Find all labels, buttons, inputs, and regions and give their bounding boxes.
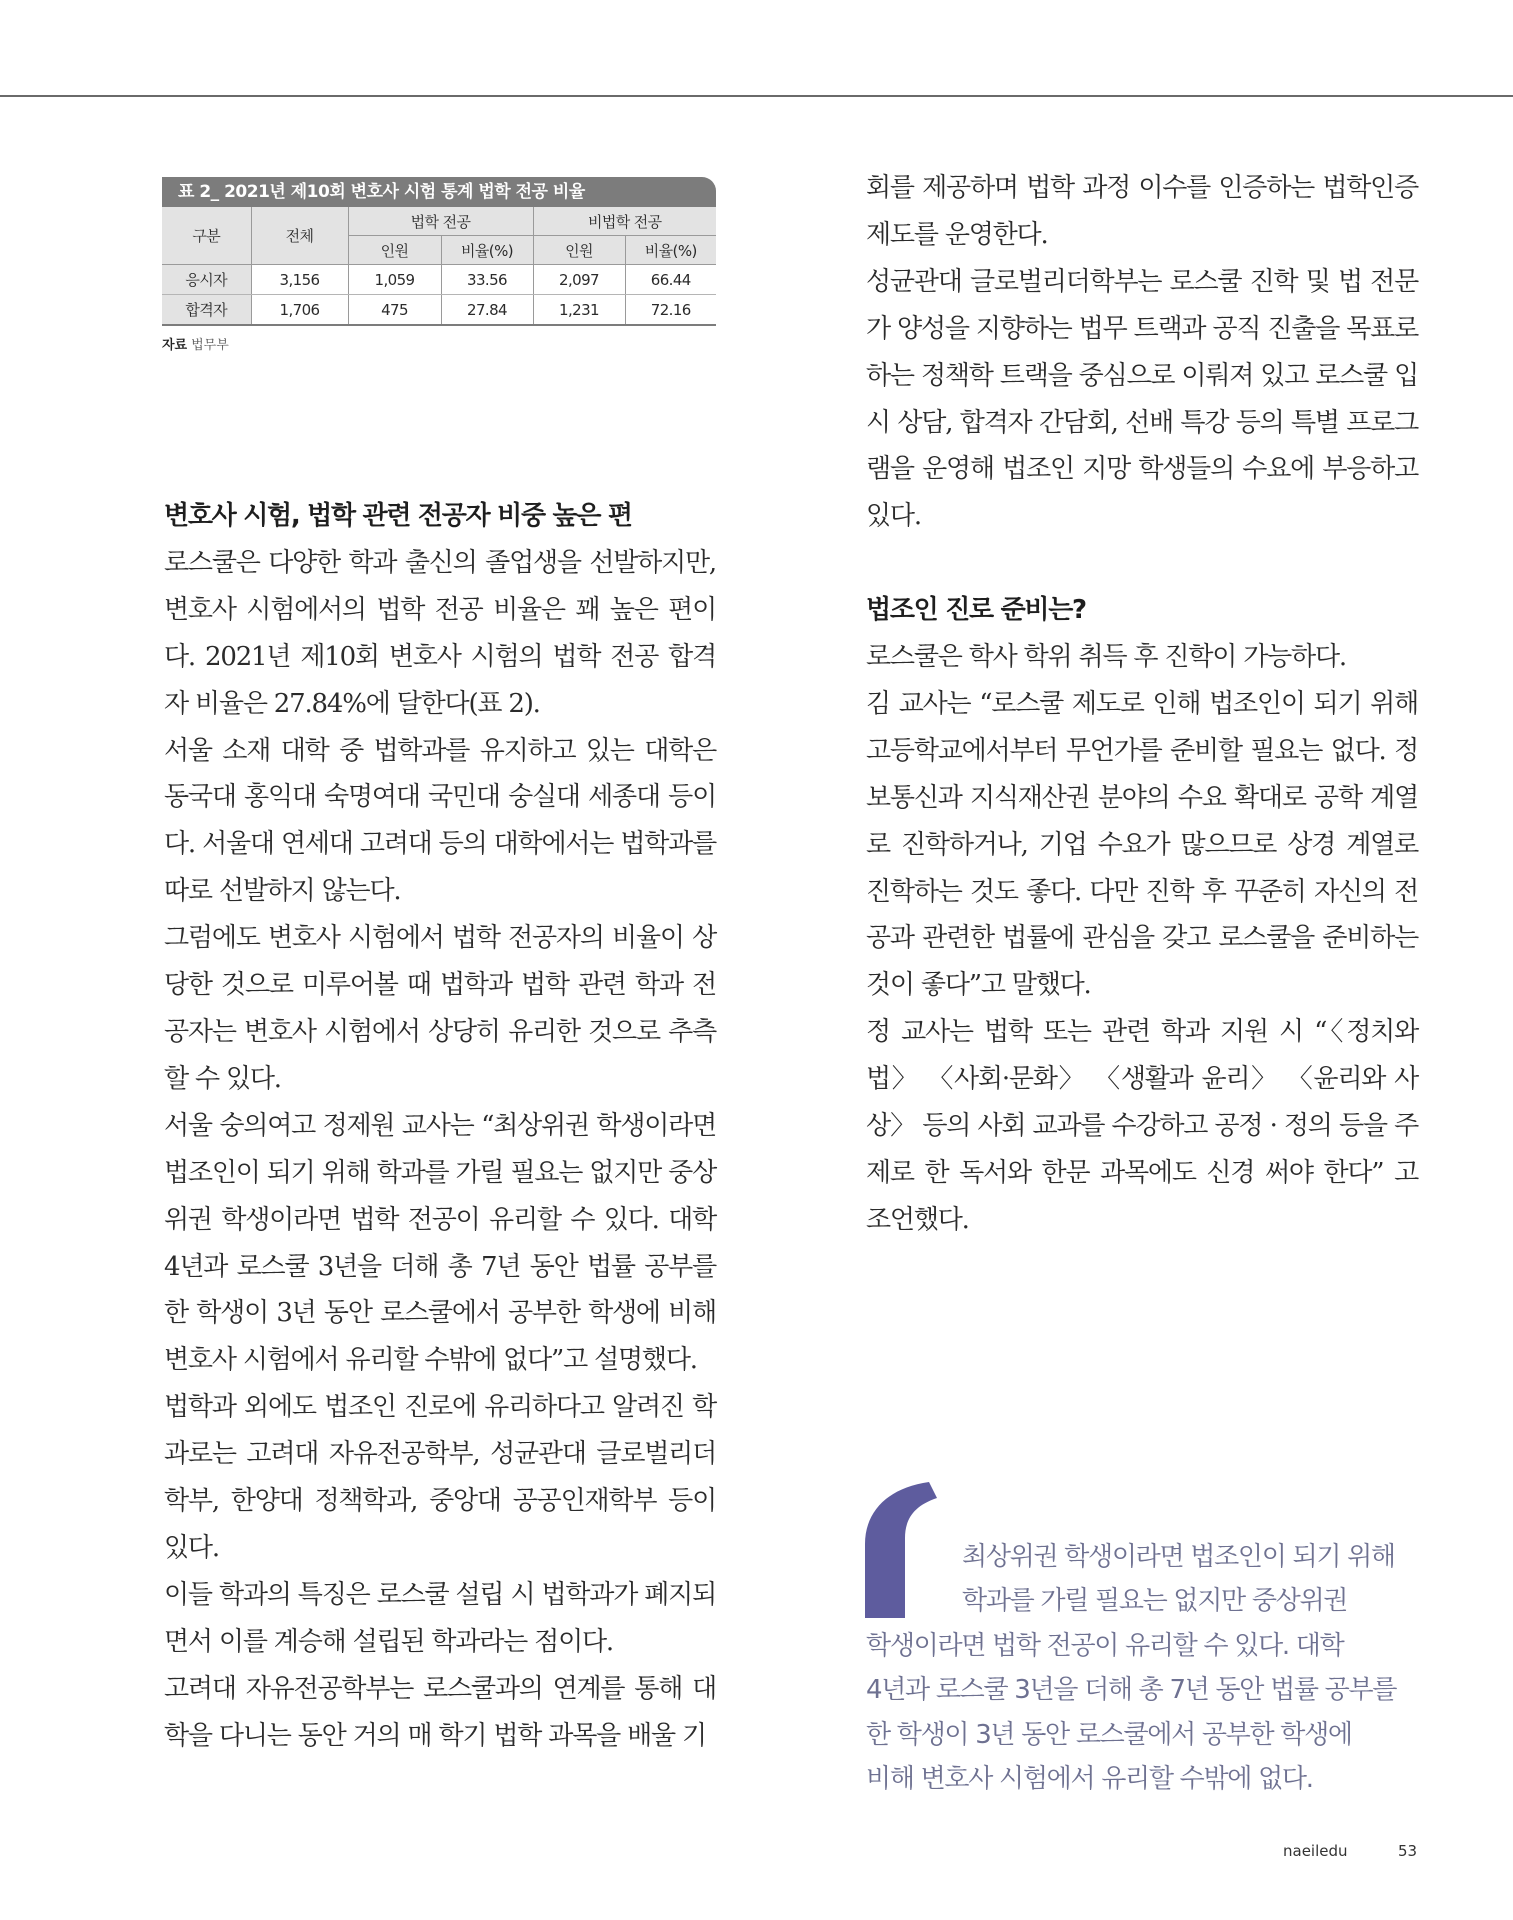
body-paragraph: 고려대 자유전공학부는 로스쿨과의 연계를 통해 대학을 다니는 동안 거의 매 학기 법학 과목을 배울 기 (164, 1673, 716, 1751)
pull-quote-line: 최상위권 학생이라면 법조인이 되기 위해 (962, 1542, 1395, 1572)
footer-brand: naeiledu (1283, 1842, 1348, 1860)
body-paragraph: 로스쿨은 학사 학위 취득 후 진학이 가능하다. (866, 642, 1346, 673)
header-nonlaw-ratio: 비율(%) (625, 236, 716, 265)
table-row (162, 265, 716, 295)
table-source (162, 334, 716, 353)
body-paragraph: 서울 소재 대학 중 법학과를 유지하고 있는 대학은 동국대 홍익대 숙명여대 국민대 숭실대 세종대 등이다. 서울대 연세대 고려대 등의 대학에서는 법학과를 따로 선발하지 않는다. (164, 735, 716, 907)
table-row (162, 295, 716, 326)
section-heading: 법조인 진로 준비는? (866, 595, 1086, 626)
body-paragraph: 그럼에도 변호사 시험에서 법학 전공자의 비율이 상당한 것으로 미루어볼 때 법학과 법학 관련 학과 전공자는 변호사 시험에서 상당히 유리한 것으로 추측할 수 있다. (164, 923, 716, 1094)
pull-quote-line: 학과를 가릴 필요는 없지만 중상위권 (962, 1586, 1348, 1617)
header-law-ratio: 비율(%) (441, 236, 533, 265)
cell-nonlaw-count: 2,097 (533, 265, 625, 295)
cell-law-ratio: 33.56 (441, 265, 533, 295)
pull-quote-line: 비해 변호사 시험에서 유리할 수밖에 없다. (866, 1764, 1313, 1795)
cell-total: 1,706 (251, 295, 348, 326)
source-label: 자료 (162, 338, 188, 353)
header-rule (0, 95, 1513, 97)
row-label: 합격자 (162, 295, 251, 326)
stats-table-block (162, 177, 716, 353)
body-paragraph: 서울 숭의여고 정제원 교사는 “최상위권 학생이라면 법조인이 되기 위해 학과를 가릴 필요는 없지만 중상위권 학생이라면 법학 전공이 유리할 수 있다. 대학 4년과 로스쿨 3년을 더해 총 7년 동안 법률 공부를 한 학생이 3년 동안 로스쿨에서 공부한 학생에 비해 변호사 시험에서 유리할 수밖에 없다”고 설명했다. (164, 1110, 716, 1376)
left-column (164, 493, 716, 1759)
header-nonlaw-group: 비법학 전공 (533, 207, 716, 236)
row-label: 응시자 (162, 265, 251, 295)
header-law-count: 인원 (348, 236, 441, 265)
table-title: 표 2_ 2021년 제10회 변호사 시험 통계 법학 전공 비율 (162, 177, 716, 207)
body-paragraph: 김 교사는 “로스쿨 제도로 인해 법조인이 되기 위해 고등학교에서부터 무언가를 준비할 필요는 없다. 정보통신과 지식재산권 분야의 수요 확대로 공학 계열로 진학하거나, 기업 수요가 많으므로 상경 계열로 진학하는 것도 좋다. 다만 진학 후 꾸준히 자신의 전공과 관련한 법률에 관심을 갖고 로스쿨을 준비하는 것이 좋다”고 말했다. (866, 688, 1418, 1001)
header-law-group: 법학 전공 (348, 207, 533, 236)
right-column (866, 165, 1418, 1244)
body-paragraph: 정 교사는 법학 또는 관련 학과 지원 시 “〈정치와 법〉 〈사회·문화〉 〈생활과 윤리〉 〈윤리와 사상〉 등의 사회 교과를 수강하고 공정 · 정의 등을 주제로 한 독서와 한문 과목에도 신경 써야 한다” 고 조언했다. (866, 1017, 1418, 1235)
section-heading: 변호사 시험, 법학 관련 전공자 비중 높은 편 (164, 501, 632, 531)
pull-quote-line: 학생이라면 법학 전공이 유리할 수 있다. 대학 (866, 1630, 1344, 1661)
header-category: 구분 (162, 207, 251, 265)
cell-nonlaw-ratio: 72.16 (625, 295, 716, 326)
cell-nonlaw-count: 1,231 (533, 295, 625, 326)
body-paragraph: 이들 학과의 특징은 로스쿨 설립 시 법학과가 폐지되면서 이를 계승해 설립된 학과라는 점이다. (164, 1579, 716, 1657)
cell-law-count: 475 (348, 295, 441, 326)
cell-law-count: 1,059 (348, 265, 441, 295)
pull-quote (866, 1535, 1418, 1801)
header-nonlaw-count: 인원 (533, 236, 625, 265)
body-paragraph: 성균관대 글로벌리더학부는 로스쿨 진학 및 법 전문가 양성을 지향하는 법무 트랙과 공직 진출을 목표로 하는 정책학 트랙을 중심으로 이뤄져 있고 로스쿨 입시 상담, 합격자 간담회, 선배 특강 등의 특별 프로그램을 운영해 법조인 지망 학생들의 수요에 부응하고 있다. (866, 266, 1418, 532)
cell-nonlaw-ratio: 66.44 (625, 265, 716, 295)
source-value: 법무부 (191, 338, 229, 353)
pull-quote-line: 한 학생이 3년 동안 로스쿨에서 공부한 학생에 (866, 1719, 1352, 1750)
pull-quote-line: 4년과 로스쿨 3년을 더해 총 7년 동안 법률 공부를 (866, 1675, 1397, 1706)
body-paragraph: 로스쿨은 다양한 학과 출신의 졸업생을 선발하지만, 변호사 시험에서의 법학 전공 비율은 꽤 높은 편이다. 2021년 제10회 변호사 시험의 법학 전공 합격자 비율은 27.84%에 달한다(표 2). (164, 547, 716, 719)
stats-table (162, 207, 716, 326)
header-total: 전체 (251, 207, 348, 265)
section-spacer (866, 540, 1418, 587)
cell-total: 3,156 (251, 265, 348, 295)
cell-law-ratio: 27.84 (441, 295, 533, 326)
body-paragraph: 법학과 외에도 법조인 진로에 유리하다고 알려진 학과로는 고려대 자유전공학부, 성균관대 글로벌리더학부, 한양대 정책학과, 중앙대 공공인재학부 등이 있다. (164, 1392, 716, 1563)
body-paragraph: 회를 제공하며 법학 과정 이수를 인증하는 법학인증제도를 운영한다. (866, 173, 1418, 250)
page-number: 53 (1398, 1842, 1418, 1860)
